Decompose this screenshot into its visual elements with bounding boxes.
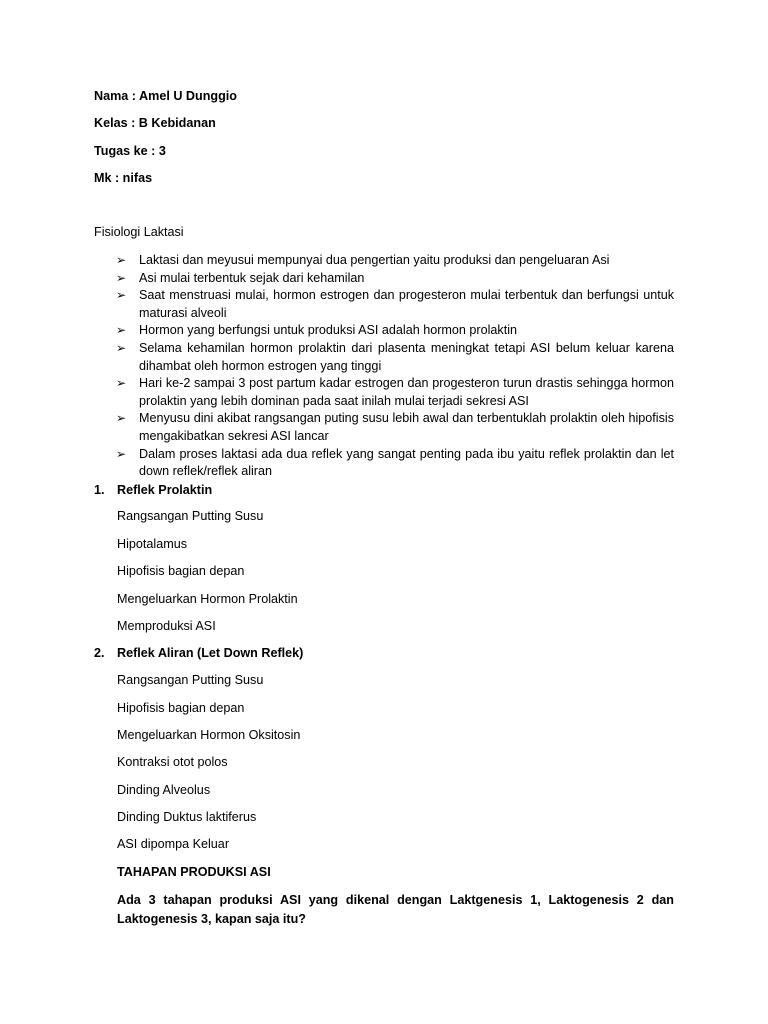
reflex-1-step: Hipofisis bagian depan — [117, 564, 245, 578]
list-item: ➢ Hari ke-2 sampai 3 post partum kadar estrogen dan progesteron turun drastis sehingga hormon prolaktin yang lebih dominan pada saat inilah mulai terjadi sekresi ASI — [116, 376, 674, 408]
arrowhead-bullet-icon: ➢ — [116, 323, 127, 338]
list-item: ➢ Selama kehamilan hormon prolaktin dari plasenta meningkat tetapi ASI belum keluar karena dihambat oleh hormon estrogen yang tinggi — [116, 340, 674, 373]
reflex-1-number: 1. — [94, 483, 105, 497]
production-text: Ada 3 tahapan produksi ASI yang dikenal dengan Laktgenesis 1, Laktogenesis 2 dan Laktogenesis 3, kapan saja itu? — [117, 893, 674, 926]
class-label: Kelas : B Kebidanan — [94, 116, 216, 130]
arrowhead-bullet-icon: ➢ — [116, 411, 127, 426]
arrowhead-bullet-icon: ➢ — [116, 288, 127, 303]
reflex-2-step: Hipofisis bagian depan — [117, 701, 245, 715]
reflex-2-step: Kontraksi otot polos — [117, 755, 228, 769]
reflex-1-step: Memproduksi ASI — [117, 619, 216, 633]
arrowhead-bullet-icon: ➢ — [116, 376, 127, 391]
list-item: ➢ Dalam proses laktasi ada dua reflek yang sangat penting pada ibu yaitu reflek prolaktin dan let down reflek/reflek aliran — [116, 446, 674, 479]
list-item: ➢ Saat menstruasi mulai, hormon estrogen dan progesteron mulai terbentuk dan berfungsi untuk maturasi alveoli — [116, 288, 674, 320]
reflex-2-title: Reflek Aliran (Let Down Reflek) — [117, 646, 304, 660]
reflex-2-step: Dinding Alveolus — [117, 783, 211, 797]
list-item: ➢ Asi mulai terbentuk sejak dari kehamilan — [116, 270, 674, 288]
bullet-list — [116, 252, 674, 481]
assignment-number: Tugas ke : 3 — [94, 144, 166, 158]
arrowhead-bullet-icon: ➢ — [116, 340, 127, 355]
course-label: Mk : nifas — [94, 171, 153, 185]
arrowhead-bullet-icon: ➢ — [116, 253, 127, 267]
student-name: Nama : Amel U Dunggio — [94, 89, 237, 103]
reflex-1-step: Rangsangan Putting Susu — [117, 509, 264, 523]
reflex-2-step: Dinding Duktus laktiferus — [117, 810, 257, 824]
production-heading: TAHAPAN PRODUKSI ASI — [117, 865, 271, 879]
list-item: ➢ Menyusu dini akibat rangsangan puting susu lebih awal dan terbentuklah prolaktin oleh hipofisis mengakibatkan sekresi ASI lancar — [116, 411, 674, 443]
section-title: Fisiologi Laktasi — [94, 225, 184, 239]
list-item: ➢ Laktasi dan meyusui mempunyai dua pengertian yaitu produksi dan pengeluaran Asi — [116, 252, 674, 270]
reflex-2-step: Mengeluarkan Hormon Oksitosin — [117, 728, 301, 742]
reflex-2-step: ASI dipompa Keluar — [117, 837, 230, 851]
arrowhead-bullet-icon: ➢ — [116, 270, 127, 285]
reflex-1-step: Mengeluarkan Hormon Prolaktin — [117, 592, 298, 606]
reflex-2-number: 2. — [94, 646, 105, 660]
arrowhead-bullet-icon: ➢ — [116, 446, 127, 461]
reflex-1-step: Hipotalamus — [117, 537, 187, 551]
list-item: ➢ Hormon yang berfungsi untuk produksi ASI adalah hormon prolaktin — [116, 322, 674, 340]
reflex-2-step: Rangsangan Putting Susu — [117, 673, 264, 687]
reflex-1-title: Reflek Prolaktin — [117, 483, 213, 497]
